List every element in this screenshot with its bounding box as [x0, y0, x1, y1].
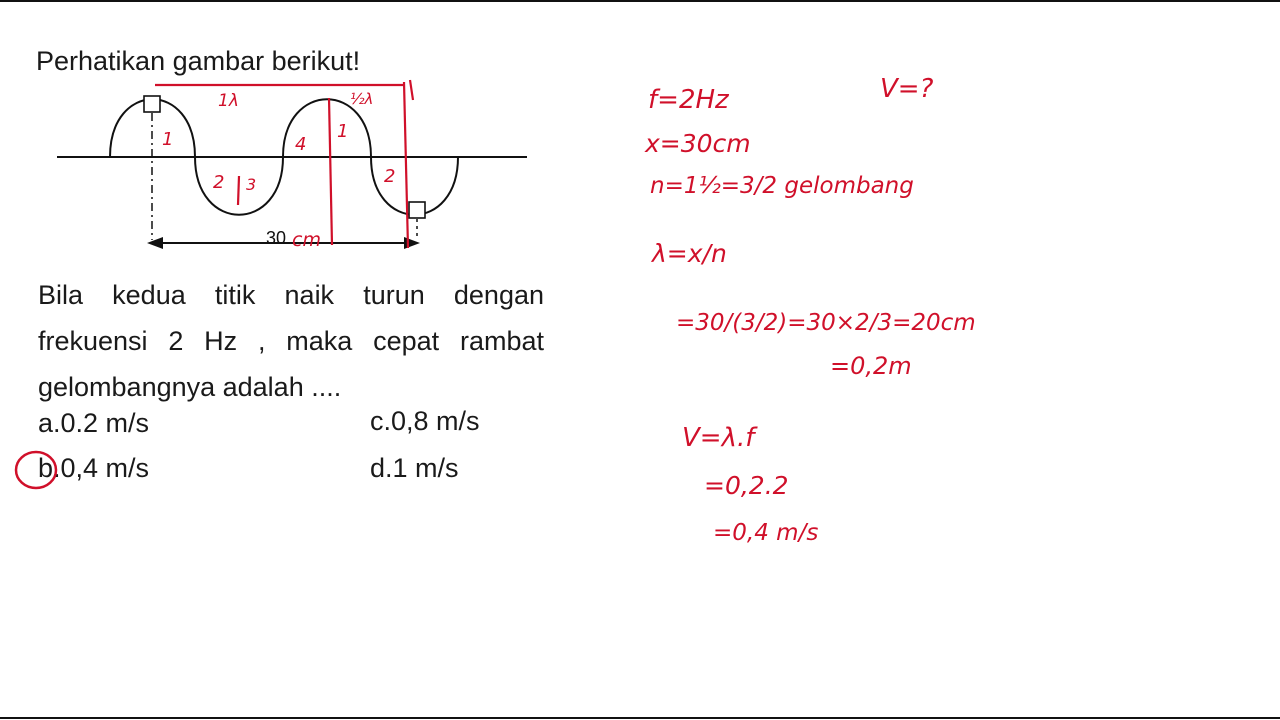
option-c[interactable]: c.0,8 m/s: [370, 406, 480, 436]
work-line-frequency: f=2Hz: [648, 85, 729, 115]
segment-label-2: 2: [213, 172, 225, 193]
work-line-wavelength-formula: λ=x/n: [652, 239, 727, 268]
arrow-head-left: [147, 237, 163, 249]
arrow-head-right: [404, 237, 420, 249]
work-line-velocity-substitution: =0,2.2: [704, 471, 789, 500]
option-b[interactable]: b.0,4 m/s: [38, 453, 150, 483]
segment-label-1: 1: [162, 129, 174, 150]
option-d[interactable]: d.1 m/s: [370, 453, 459, 483]
work-line-wavelength-meters: =0,2m: [830, 352, 912, 380]
work-line-velocity-formula: V=λ.f: [682, 423, 755, 453]
question-text: Bila kedua titik naik turun dengan frekuensi 2 Hz , maka cepat rambat gelombangnya adalah ....: [38, 280, 544, 402]
work-line-wave-count: n=1½=3/2 gelombang: [650, 173, 914, 199]
point-marker-right: [409, 202, 425, 218]
segment-label-3: 3: [246, 175, 257, 194]
problem-title: Perhatikan gambar berikut!: [36, 46, 361, 76]
handwritten-wave-marks: [155, 80, 413, 248]
wave-label-half-lambda: ½λ: [350, 90, 374, 108]
distance-label: 30: [266, 228, 287, 248]
wave-diagram: [0, 0, 560, 270]
bottom-border: [0, 717, 1280, 719]
work-line-velocity-result: =0,4 m/s: [713, 520, 819, 546]
work-line-distance: x=30cm: [645, 129, 751, 158]
work-line-velocity-unknown: V=?: [880, 74, 934, 104]
option-a[interactable]: a.0.2 m/s: [38, 408, 150, 438]
distance-unit-handwritten: cm: [292, 229, 321, 251]
segment-label-5: 1: [337, 121, 349, 142]
work-line-wavelength-calc: =30/(3/2)=30×2/3=20cm: [676, 310, 976, 336]
segment-label-4: 4: [295, 134, 307, 155]
wave-label-one-lambda: 1λ: [218, 91, 239, 111]
segment-label-6: 2: [384, 166, 396, 187]
point-marker-left: [144, 96, 160, 112]
